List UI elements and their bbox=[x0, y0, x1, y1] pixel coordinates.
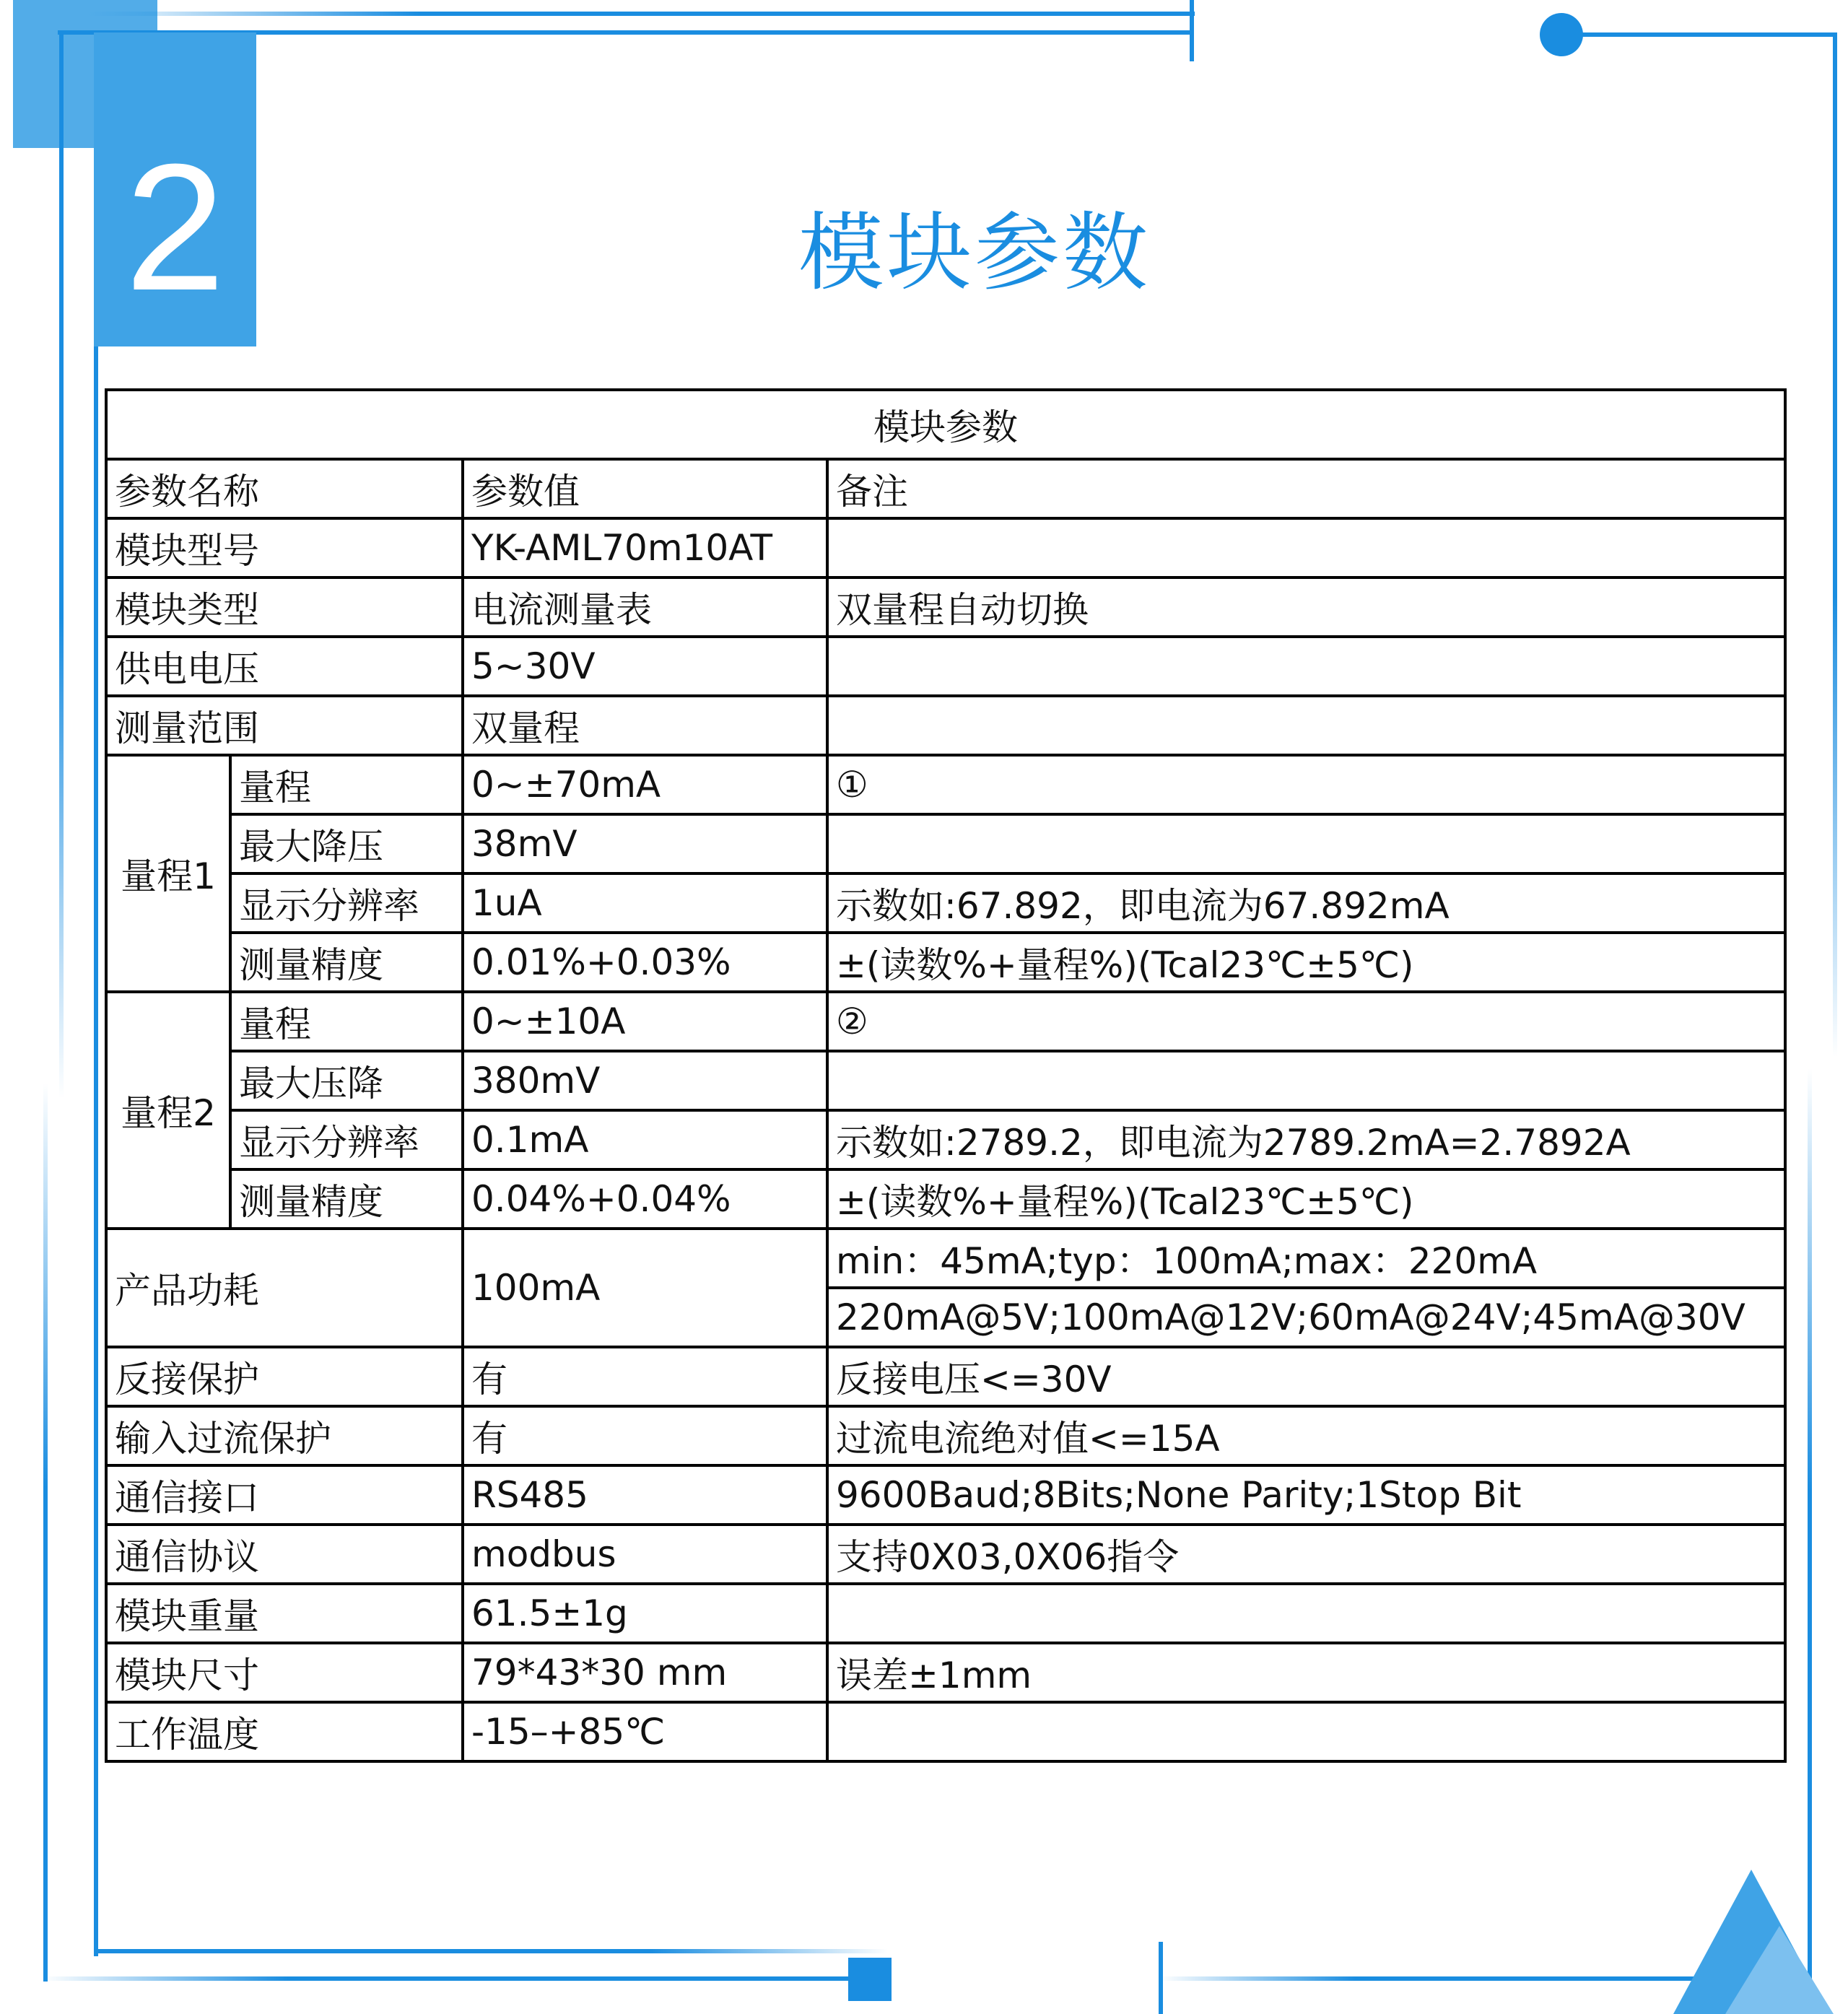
param-value: 电流测量表 bbox=[463, 577, 827, 637]
param-name: 显示分辨率 bbox=[230, 873, 463, 933]
triangle-decoration-small bbox=[1725, 1926, 1834, 2014]
header-name: 参数名称 bbox=[106, 459, 463, 518]
param-note: 示数如:67.892，即电流为67.892mA bbox=[827, 873, 1785, 933]
param-name: 测量精度 bbox=[230, 933, 463, 992]
param-name: 最大降压 bbox=[230, 814, 463, 873]
param-name: 供电电压 bbox=[106, 637, 463, 696]
table-row bbox=[106, 1347, 1785, 1406]
table-title-row bbox=[106, 390, 1785, 459]
param-note bbox=[827, 1051, 1785, 1110]
param-note: 过流电流绝对值<=15A bbox=[827, 1406, 1785, 1465]
table-row bbox=[106, 1465, 1785, 1525]
header-value: 参数值 bbox=[463, 459, 827, 518]
table-row bbox=[106, 873, 1785, 933]
param-value: 有 bbox=[463, 1347, 827, 1406]
table-row bbox=[106, 814, 1785, 873]
frame-bottom-square-decoration bbox=[848, 1958, 892, 2001]
param-note bbox=[827, 696, 1785, 755]
frame-right-line-lower bbox=[1808, 1068, 1812, 2007]
param-name: 模块尺寸 bbox=[106, 1643, 463, 1702]
frame-right-line bbox=[1833, 32, 1837, 1058]
param-value: 0.1mA bbox=[463, 1110, 827, 1169]
frame-top-line-outer bbox=[87, 12, 1195, 16]
range2-label: 量程2 bbox=[106, 992, 230, 1229]
param-name: 最大压降 bbox=[230, 1051, 463, 1110]
table-row bbox=[106, 933, 1785, 992]
param-value: modbus bbox=[463, 1525, 827, 1584]
param-note: 误差±1mm bbox=[827, 1643, 1785, 1702]
param-name: 模块类型 bbox=[106, 577, 463, 637]
param-name: 通信协议 bbox=[106, 1525, 463, 1584]
param-note: ±(读数%+量程%)(Tcal23℃±5℃) bbox=[827, 933, 1785, 992]
frame-left-line-outer bbox=[59, 30, 64, 1099]
param-value: 双量程 bbox=[463, 696, 827, 755]
param-name: 模块型号 bbox=[106, 518, 463, 577]
param-value: 0~±70mA bbox=[463, 755, 827, 814]
table-row bbox=[106, 696, 1785, 755]
table-title: 模块参数 bbox=[106, 390, 1785, 459]
param-name: 测量范围 bbox=[106, 696, 463, 755]
header-note: 备注 bbox=[827, 459, 1785, 518]
frame-top-right-line bbox=[1559, 32, 1837, 37]
table-row bbox=[106, 1051, 1785, 1110]
table-row bbox=[106, 1702, 1785, 1761]
param-note bbox=[827, 518, 1785, 577]
param-name: 测量精度 bbox=[230, 1169, 463, 1229]
param-value: 79*43*30 mm bbox=[463, 1643, 827, 1702]
table-row bbox=[106, 1169, 1785, 1229]
param-name: 显示分辨率 bbox=[230, 1110, 463, 1169]
table-row bbox=[106, 637, 1785, 696]
param-value: 380mV bbox=[463, 1051, 827, 1110]
table-row bbox=[106, 755, 1785, 814]
param-value: YK-AML70m10AT bbox=[463, 518, 827, 577]
frame-left-line-lower bbox=[43, 1083, 48, 1982]
param-value: 38mV bbox=[463, 814, 827, 873]
table-row bbox=[106, 1525, 1785, 1584]
param-note: ±(读数%+量程%)(Tcal23℃±5℃) bbox=[827, 1169, 1785, 1229]
param-name: 量程 bbox=[230, 992, 463, 1051]
param-note: ② bbox=[827, 992, 1785, 1051]
table-header-row bbox=[106, 459, 1785, 518]
table-row bbox=[106, 1584, 1785, 1643]
param-value: 1uA bbox=[463, 873, 827, 933]
param-name: 反接保护 bbox=[106, 1347, 463, 1406]
table-row bbox=[106, 518, 1785, 577]
table-row bbox=[106, 1229, 1785, 1288]
section-number-badge bbox=[94, 32, 256, 346]
param-note: 220mA@5V;100mA@12V;60mA@24V;45mA@30V bbox=[827, 1288, 1785, 1347]
param-value: -15–+85℃ bbox=[463, 1702, 827, 1761]
table-row bbox=[106, 1110, 1785, 1169]
param-value: 有 bbox=[463, 1406, 827, 1465]
param-value: 61.5±1g bbox=[463, 1584, 827, 1643]
param-name: 模块重量 bbox=[106, 1584, 463, 1643]
param-note: 双量程自动切换 bbox=[827, 577, 1785, 637]
table-row bbox=[106, 1406, 1785, 1465]
frame-top-tick bbox=[1190, 0, 1194, 61]
page-title: 模块参数 bbox=[798, 203, 1151, 302]
frame-bottom-line-left-inner bbox=[94, 1949, 888, 1953]
param-name: 产品功耗 bbox=[106, 1229, 463, 1347]
param-note bbox=[827, 814, 1785, 873]
param-note: 示数如:2789.2，即电流为2789.2mA=2.7892A bbox=[827, 1110, 1785, 1169]
parameter-table bbox=[105, 388, 1787, 1763]
param-name: 通信接口 bbox=[106, 1465, 463, 1525]
param-name: 输入过流保护 bbox=[106, 1406, 463, 1465]
table-row bbox=[106, 1643, 1785, 1702]
param-note bbox=[827, 637, 1785, 696]
range1-label: 量程1 bbox=[106, 755, 230, 992]
section-number: 2 bbox=[124, 126, 226, 328]
param-name: 工作温度 bbox=[106, 1702, 463, 1761]
param-value: 0.01%+0.03% bbox=[463, 933, 827, 992]
param-note: 支持0X03,0X06指令 bbox=[827, 1525, 1785, 1584]
param-value: 5~30V bbox=[463, 637, 827, 696]
frame-left-line-inner bbox=[94, 325, 98, 1956]
frame-bottom-line-left bbox=[43, 1976, 859, 1981]
table-row bbox=[106, 992, 1785, 1051]
param-note: min：45mA;typ：100mA;max：220mA bbox=[827, 1229, 1785, 1288]
param-note bbox=[827, 1702, 1785, 1761]
param-note: 反接电压<=30V bbox=[827, 1347, 1785, 1406]
table-row bbox=[106, 577, 1785, 637]
param-value: 0.04%+0.04% bbox=[463, 1169, 827, 1229]
param-name: 量程 bbox=[230, 755, 463, 814]
param-value: 100mA bbox=[463, 1229, 827, 1347]
param-value: RS485 bbox=[463, 1465, 827, 1525]
param-note bbox=[827, 1584, 1785, 1643]
param-note: 9600Baud;8Bits;None Parity;1Stop Bit bbox=[827, 1465, 1785, 1525]
param-note: ① bbox=[827, 755, 1785, 814]
param-value: 0~±10A bbox=[463, 992, 827, 1051]
